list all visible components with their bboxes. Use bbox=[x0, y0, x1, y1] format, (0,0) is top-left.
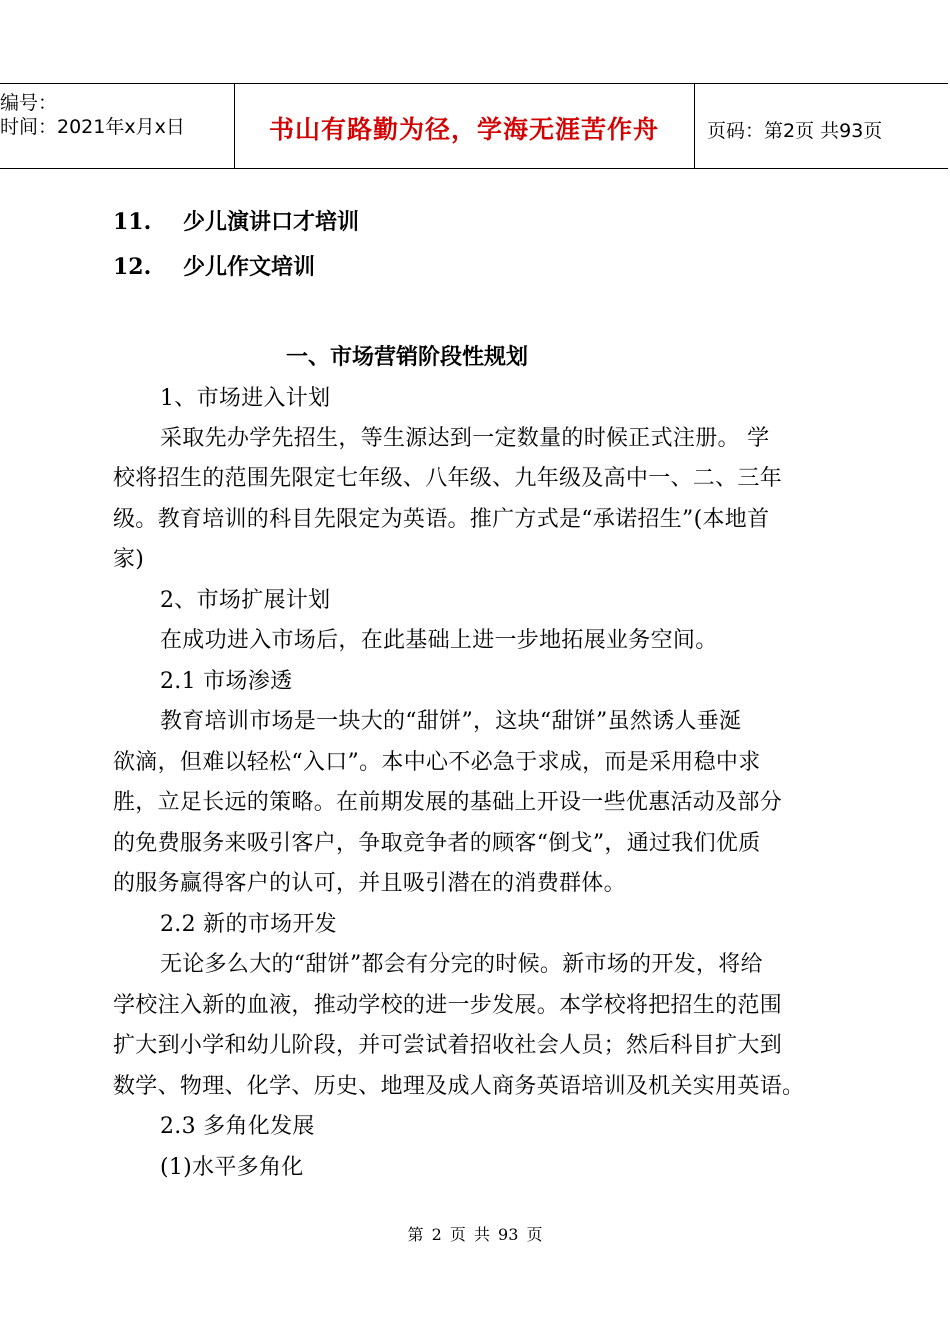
toc-number: 12. bbox=[113, 254, 152, 280]
toc-item bbox=[113, 250, 315, 281]
subheading: 2.2 新的市场开发 bbox=[160, 912, 337, 937]
paragraph-line: 无论多么大的“甜饼”都会有分完的时候。新市场的开发，将给 bbox=[160, 952, 763, 977]
paragraph-line: 的免费服务来吸引客户，争取竞争者的顾客“倒戈”，通过我们优质 bbox=[113, 831, 761, 856]
paragraph-line: 数学、物理、化学、历史、地理及成人商务英语培训及机关实用英语。 bbox=[113, 1074, 805, 1099]
paragraph-line: 欲滴，但难以轻松“入口”。本中心不必急于求成，而是采用稳中求 bbox=[113, 750, 761, 775]
paragraph-line: 在成功进入市场后，在此基础上进一步地拓展业务空间。 bbox=[160, 628, 718, 653]
header-info-cell bbox=[0, 84, 235, 168]
page-footer: 第 2 页 共 93 页 bbox=[407, 1225, 543, 1244]
toc-text: 少儿作文培训 bbox=[183, 255, 316, 280]
subheading: (1)水平多角化 bbox=[160, 1155, 304, 1180]
page-code: 页码：第2页 共93页 bbox=[707, 120, 883, 142]
toc-number: 11. bbox=[113, 209, 152, 235]
subheading: 2.1 市场渗透 bbox=[160, 669, 293, 694]
number-label: 编号： bbox=[0, 92, 58, 114]
header-motto-cell bbox=[234, 84, 695, 168]
paragraph-line: 胜，立足长远的策略。在前期发展的基础上开设一些优惠活动及部分 bbox=[113, 790, 783, 815]
header-table bbox=[0, 83, 948, 169]
section-title: 一、市场营销阶段性规划 bbox=[286, 345, 529, 370]
paragraph-line: 的服务赢得客户的认可，并且吸引潜在的消费群体。 bbox=[113, 871, 626, 896]
toc-item bbox=[113, 205, 359, 236]
time-label: 时间：2021年x月x日 bbox=[0, 116, 185, 138]
motto: 书山有路勤为径，学海无涯苦作舟 bbox=[268, 115, 659, 144]
subheading: 2、市场扩展计划 bbox=[160, 588, 331, 613]
paragraph-line: 校将招生的范围先限定七年级、八年级、九年级及高中一、二、三年 bbox=[113, 466, 783, 491]
toc-text: 少儿演讲口才培训 bbox=[183, 210, 360, 235]
paragraph-line: 教育培训市场是一块大的“甜饼”，这块“甜饼”虽然诱人垂涎 bbox=[160, 709, 742, 734]
subheading: 1、市场进入计划 bbox=[160, 386, 331, 411]
paragraph-line: 学校注入新的血液，推动学校的进一步发展。本学校将把招生的范围 bbox=[113, 993, 783, 1018]
paragraph-line: 采取先办学先招生，等生源达到一定数量的时候正式注册。 学 bbox=[160, 426, 770, 451]
header-page-cell bbox=[695, 84, 948, 168]
paragraph-line: 级。教育培训的科目先限定为英语。推广方式是“承诺招生”(本地首 bbox=[113, 507, 770, 532]
subheading: 2.3 多角化发展 bbox=[160, 1114, 315, 1139]
paragraph-line: 家) bbox=[113, 547, 145, 572]
paragraph-line: 扩大到小学和幼儿阶段，并可尝试着招收社会人员；然后科目扩大到 bbox=[113, 1033, 783, 1058]
